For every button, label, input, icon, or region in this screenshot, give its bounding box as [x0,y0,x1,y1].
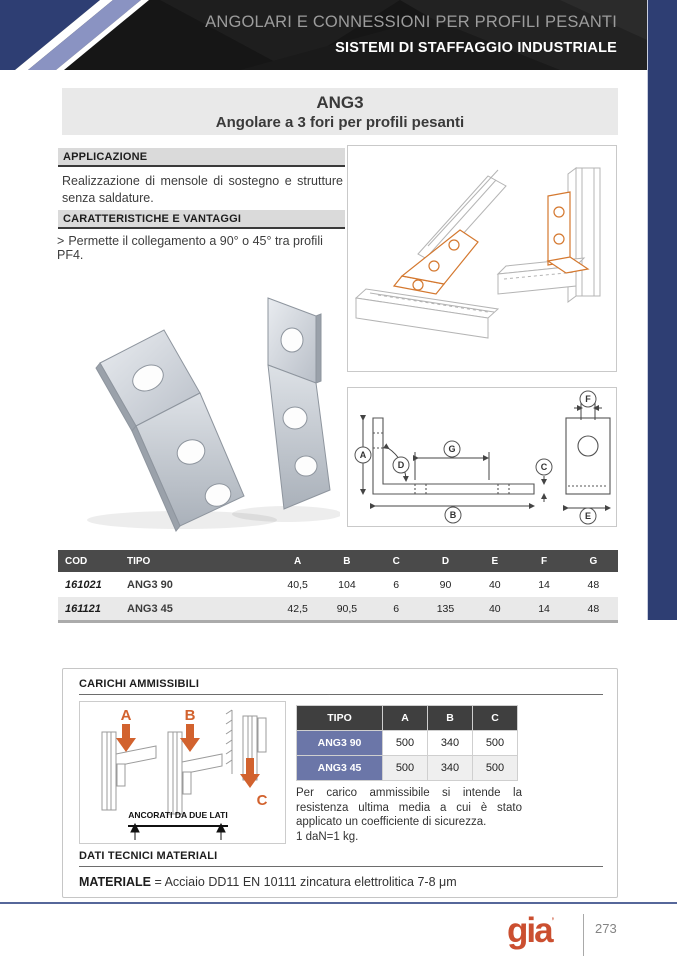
application-text: Realizzazione di mensole di sostegno e strutture senza saldature. [62,174,343,205]
cell-d: 90 [439,578,452,591]
assembly-illustration-box [347,145,617,372]
col-header-e: E [491,555,499,567]
footer-divider [0,902,677,904]
cell-cod: 161021 [65,578,102,591]
header-category-title: ANGOLARI E CONNESSIONI PER PROFILI PESANTI [205,13,617,31]
loads-cell: 340 [428,731,472,755]
features-section-header: CARATTERISTICHE E VANTAGGI [58,210,345,229]
loads-cell: 500 [383,756,427,780]
col-header-d: D [441,555,450,567]
materials-section-title: DATI TECNICI MATERIALI [79,850,218,862]
loads-section-title: CARICHI AMMISSIBILI [79,678,200,690]
table-row [58,596,618,620]
materials-title-rule [79,866,603,867]
brand-trademark: ’ [551,916,555,926]
loads-row-tipo: ANG3 90 [297,731,382,755]
dimensions-table-header [58,550,618,572]
col-header-b: B [343,555,351,567]
dim-label-f: F [585,394,591,404]
material-spec [79,875,457,889]
dimension-drawing [348,388,616,526]
col-header-f: F [541,555,548,567]
cell-d: 135 [436,602,455,615]
cell-tipo: ANG3 45 [127,602,173,615]
cell-f: 14 [538,602,550,615]
anchoring-caption: ANCORATI DA DUE LATI [128,810,228,820]
cell-c: 6 [393,578,400,591]
cell-g: 48 [587,602,600,615]
col-header-cod: COD [65,555,88,567]
loads-note-unit: 1 daN=1 kg. [296,830,359,843]
brand-logo-text: gia [507,911,552,950]
cell-b: 90,5 [336,602,358,615]
footer-vertical-rule [583,914,584,956]
loads-note-text: Per carico ammissibile si intende la resistenza ultima media a cui è stato applicato un coefficiente di sicurezza. [296,787,522,828]
loads-col-a: A [383,706,427,730]
loads-row-tipo: ANG3 45 [297,756,382,780]
dim-label-b: B [449,510,457,520]
dimensions-table [58,550,618,623]
material-label: MATERIALE [79,875,151,889]
cell-e: 40 [488,578,501,591]
loads-col-b: B [428,706,472,730]
product-subtitle: Angolare a 3 fori per profili pesanti [215,114,465,131]
product-photo [72,268,340,532]
loads-table [296,705,518,781]
load-label-a: A [120,707,132,724]
features-bullet-text: Permette il collegamento a 90° o 45° tra profili PF4. [57,234,323,262]
header-subtitle: SISTEMI DI STAFFAGGIO INDUSTRIALE [335,40,617,56]
cell-cod: 161121 [65,602,101,615]
col-header-a: A [294,555,302,567]
cell-f: 14 [538,578,550,591]
anchoring-diagram [80,702,285,843]
loads-cell: 500 [473,731,517,755]
dim-label-c: C [540,462,548,472]
col-header-g: G [589,555,598,567]
anchoring-diagram-box [79,701,286,844]
loads-section-box [62,668,618,898]
dim-label-e: E [584,511,592,521]
load-label-b: B [184,707,196,724]
cell-a: 42,5 [287,602,308,615]
cell-g: 48 [587,578,600,591]
dimension-drawing-box [347,387,617,527]
dim-label-a: A [359,450,367,460]
loads-cell: 500 [383,731,427,755]
cell-b: 104 [338,578,356,591]
cell-e: 40 [488,602,501,615]
application-section-header: APPLICAZIONE [58,148,345,167]
cell-tipo: ANG3 90 [127,578,173,591]
page-edge-bar [647,0,677,620]
load-label-c: C [256,792,268,809]
bullet-marker: > [57,234,65,248]
product-title-box [62,88,618,135]
cell-a: 40,5 [287,578,308,591]
loads-title-rule [79,694,603,695]
assembly-illustration [348,146,616,371]
corner-stripes-decoration [0,0,160,70]
loads-note [296,786,522,844]
page-number: 273 [595,921,617,936]
features-bullet [57,234,347,262]
page-header-banner [0,0,647,70]
brand-logo [507,911,554,951]
cell-c: 6 [393,602,400,615]
loads-cell: 340 [428,756,472,780]
table-row [58,572,618,596]
dim-label-g: G [448,444,456,454]
dim-label-d: D [397,460,405,470]
loads-cell: 500 [473,756,517,780]
col-header-c: C [392,555,400,567]
loads-col-tipo: TIPO [297,706,382,730]
loads-col-c: C [473,706,517,730]
col-header-tipo: TIPO [127,555,151,567]
product-code: ANG3 [316,93,364,112]
material-value: = Acciaio DD11 EN 10111 zincatura elettrolitica 7-8 μm [154,875,457,889]
